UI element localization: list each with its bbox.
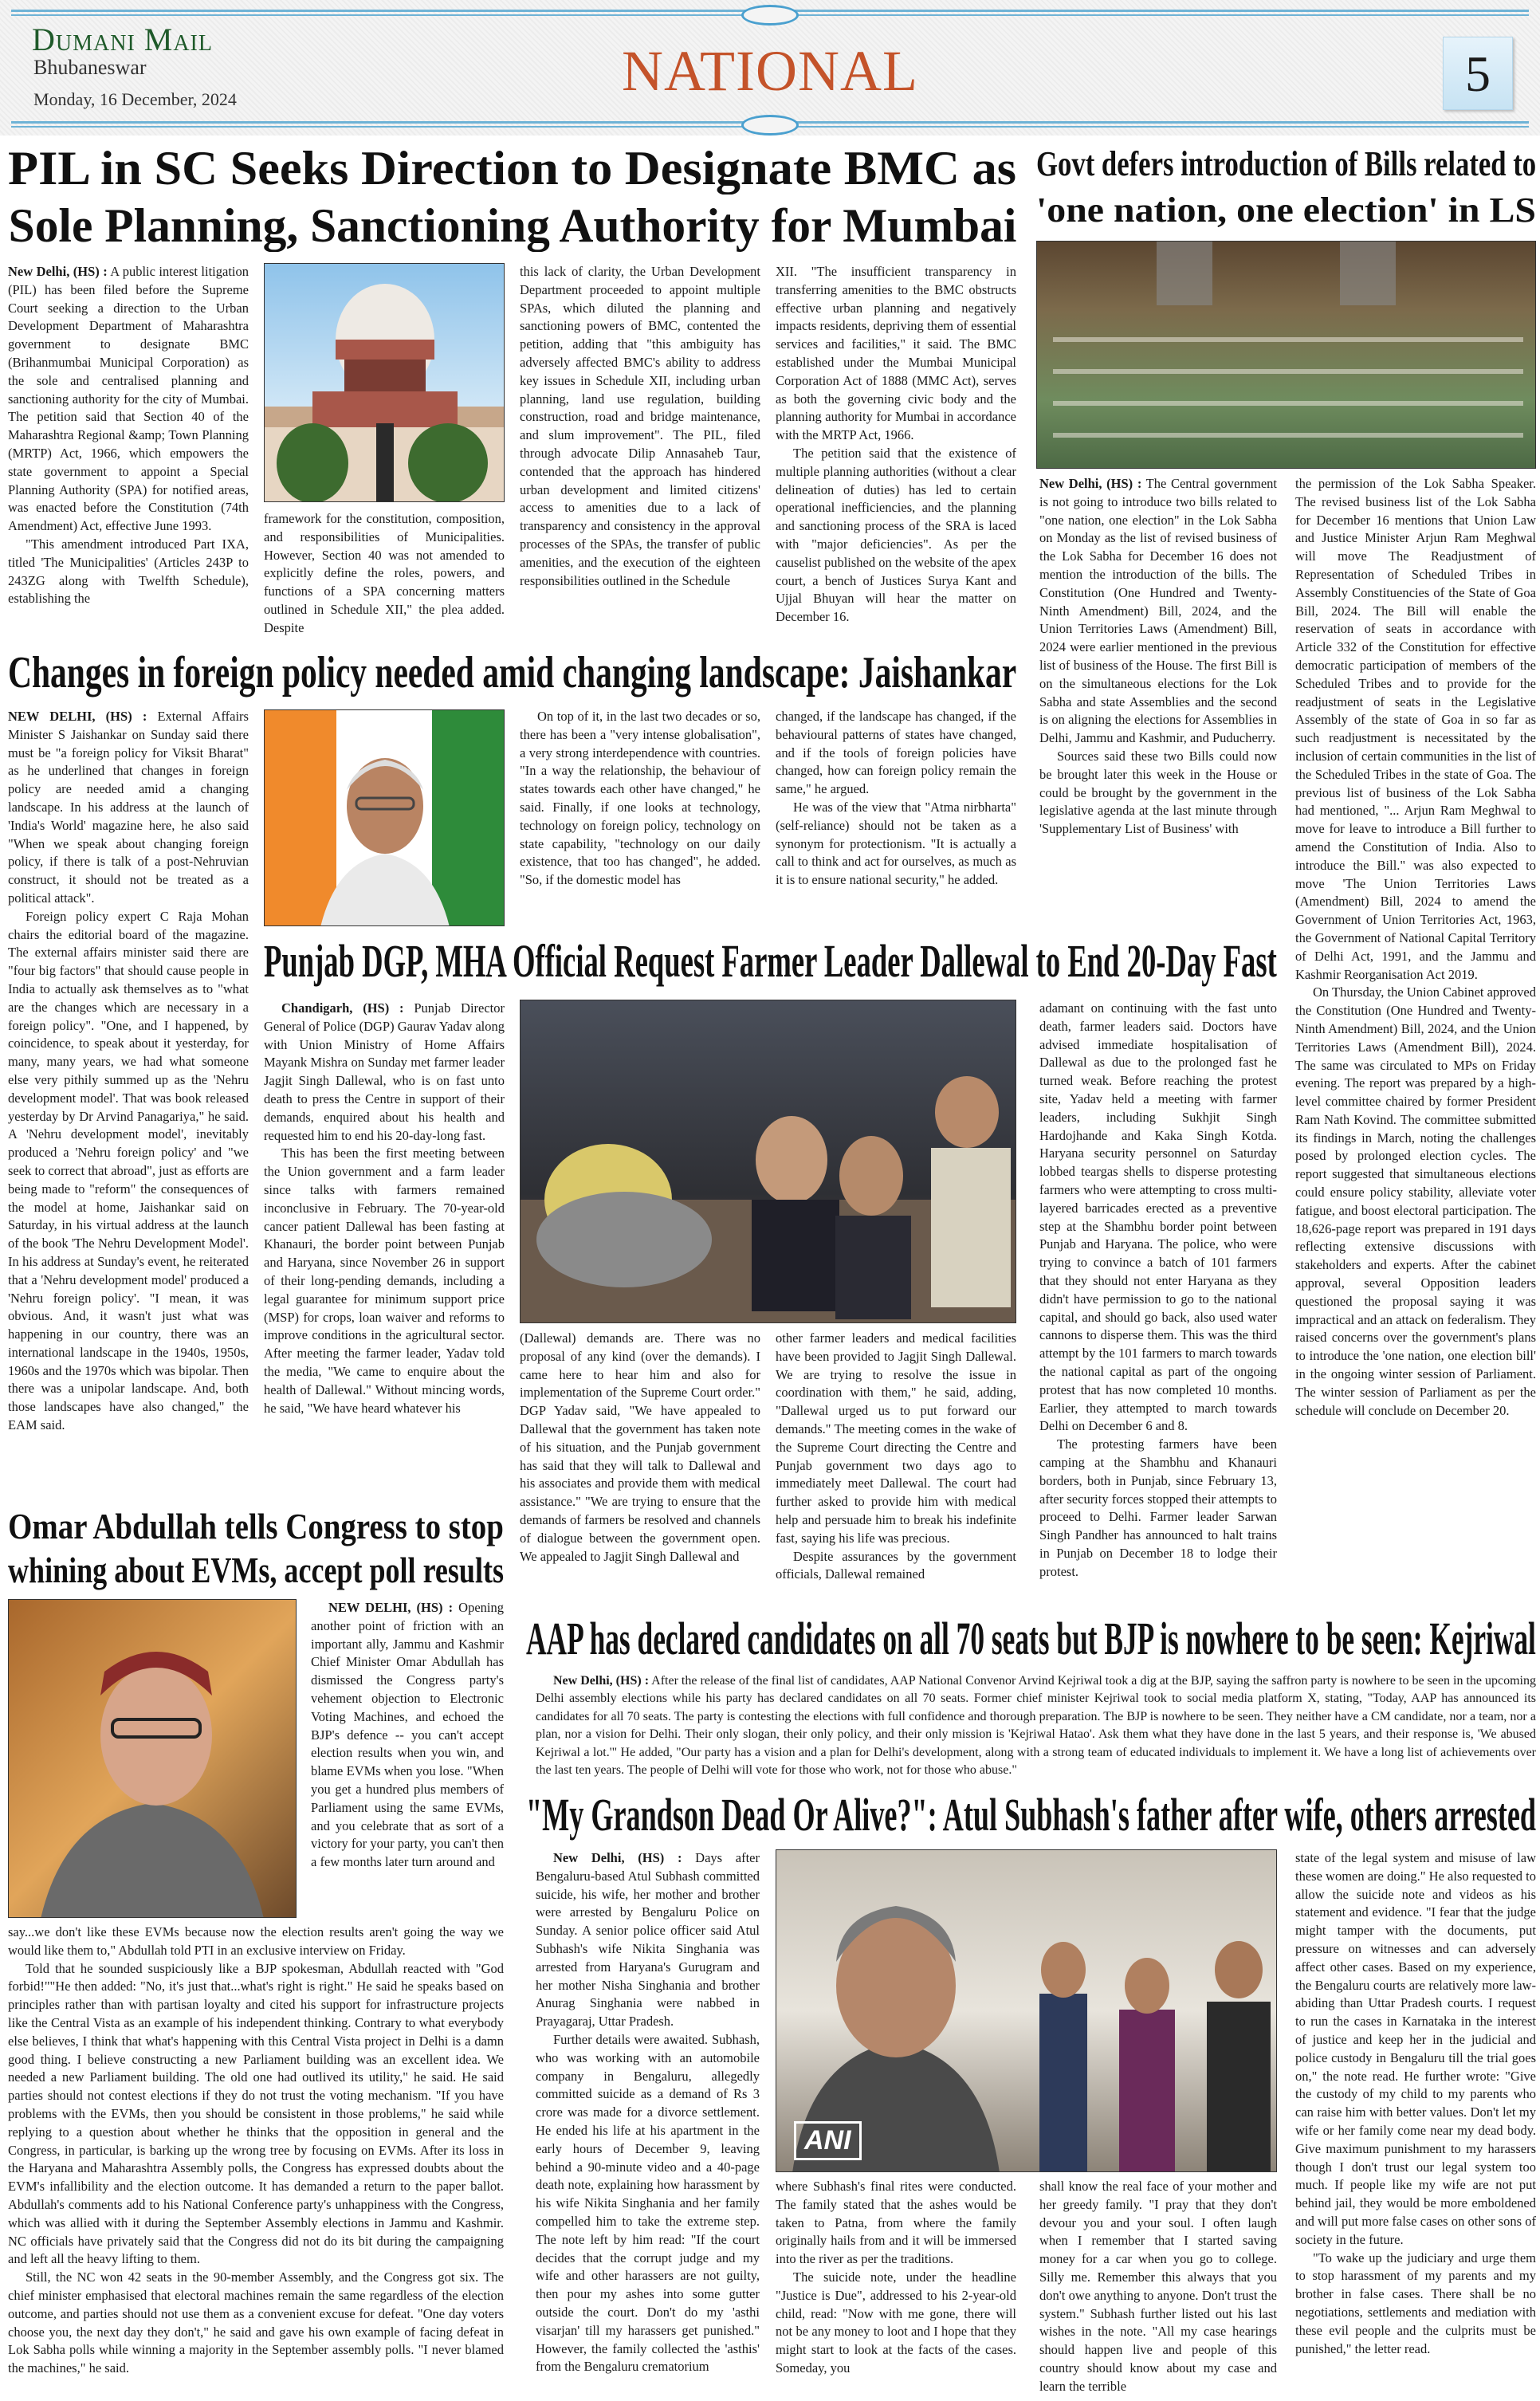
dateline: NEW DELHI, (HS) : xyxy=(328,1600,454,1615)
paragraph: Further details were awaited. Subhash, who was working with an automobile company in Bengaluru, allegedly committed suicide as a demand of Rs 3 crore was made for a divorce settlement. He ended his life at his apartment in the early hours of December 9, leaving behind a 90-minute video and a 40-page death note, explaining how harassment by his wife Nikita Singhania and her family compelled him to take the extreme step. The note left by him read: "If the court decides that the corrupt judge and my wife and other harassers are not guilty, then pour my ashes into some gutter outside the court. Don't do my 'asthi visarjan' till my harassers get punished." However, the family collected the 'asthis' from the Bengaluru crematorium xyxy=(536,2031,760,2375)
paragraph: Still, the NC won 42 seats in the 90-member Assembly, and the Congress got six. The chief minister emphasised that electoral machines remain the same regardless of the election outcome, and parties should not use them as a convenient excuse for defeat. "One day voters choose you, the next day they don't," he said and gave his own example of facing defeat in Lok Sabha polls while winning a majority in the September assembly polls. "I never blamed the machines," he said. xyxy=(8,2269,504,2376)
paragraph: "This amendment introduced Part IXA, titled 'The Municipalities' (Articles 243P to 243ZG along with Twelfth Schedule), establishing the xyxy=(8,536,249,607)
paragraph: "To wake up the judiciary and urge them to stop harassment of my parents and my brother in false cases. There shall be no negotiations, settlements and mediation with these evil people and the culprits must be punished," the letter read. xyxy=(1295,2250,1536,2356)
headline-atul: "My Grandson Dead Or Alive?": Atul Subhash's father after wife, others arrested xyxy=(526,1789,1537,1841)
headline-punjab: Punjab DGP, MHA Official Request Farmer Leader Dallewal to End 20-Day Fast xyxy=(264,935,1277,987)
paragraph: the permission of the Lok Sabha Speaker. The revised business list of the Lok Sabha for December 16 mentions that Union Law and Justice Minister Arjun Ram Meghwal will move The Readjustment of Representation of Scheduled Tribes in Assembly Constituencies of the State of Goa Bill, 2024. The Bill will enable the reservation of seats in accordance with Article 332 of the Constitution for effective democratic participation of members of the Scheduled Tribes and to provide for the readjustment of seats in the Legislative Assembly of the state of Goa in so far as such readjustment is necessitated by the inclusion of certain communities in the list of the Scheduled Tribes in the state of Goa. The previous list of business of the Lok Sabha had mentioned, "... Arjun Ram Meghwal to move for leave to introduce a Bill further to amend the Constitution of India. Also to introduce the Bill." was also expected to move 'The Union Territories Laws (Amendment) Bill, 2024 to amend the Government of Union Territories Act, 1963, the Government of National Capital Territory of Delhi Act, 1991, and the Jammu and Kashmir Reorganisation Act 2019. xyxy=(1295,476,1536,982)
paragraph: this lack of clarity, the Urban Development Department proceeded to appoint multiple SPAs, which diluted the planning and sanctioning powers of BMC, contented the petition, adding that "this ambiguity has adversely affected BMC's ability to address key issues in Schedule XII, including urban planning, land use regulation, building construction, road and bridge maintenance, and slum improvement". The PIL, filed through advocate Dilip Annasaheb Taur, contended that the approach has hindered urban development and limited citizens' access to amenities due to a lack of transparency and consistency in the approval processes of the SPAs, the transfer of public amenities, and the execution of the eighteen responsibilities outlined in the Schedule xyxy=(520,264,760,588)
paragraph: changed, if the landscape has changed, if the behavioural patterns of states have changed, and if the tools of foreign policies have changed, how can foreign policy remain the same," he argued. xyxy=(776,709,1016,797)
ornament-icon xyxy=(741,115,799,136)
headline-omar: Omar Abdullah tells Congress to stop xyxy=(8,1506,504,1546)
omar-abdullah-photo xyxy=(8,1599,297,1918)
paragraph: Opening another point of friction with an important ally, Jammu and Kashmir Chief Minister Omar Abdullah has dismissed the Congress party's vehement objection to Electronic Voting Machines, and echoed the BJP's defence -- you can't accept election results when you win, and blame EVMs when you lose. "When you get a hundred plus members of Parliament using the same EVMs, and you celebrate that as sort of a victory for your party, you can't then a few months later turn around and xyxy=(311,1600,504,1870)
paragraph: On top of it, in the last two decades or so, there has been a "very intense globalisation", a very strong interdependence with countries. "In a way the relationship, the behaviour of states towards each other have changed," he said. Finally, if one looks at technology, technology on foreign policy, technology on state capability, "technology on our daily existence, that too has changed", he added. "So, if the domestic model has xyxy=(520,709,760,888)
dateline: Chandigarh, (HS) : xyxy=(281,1000,404,1016)
edition-city: Bhubaneswar xyxy=(33,56,147,79)
page-number: 5 xyxy=(1443,37,1513,110)
paragraph: The protesting farmers have been camping at the Shambhu and Khanauri borders, both in Punjab, since February 13, after security forces stopped their attempts to proceed to Delhi. Farmer leader Sarwan Singh Pandher has announced to halt trains in Punjab on December 18 to lodge their protest. xyxy=(1039,1436,1277,1579)
dateline: New Delhi, (HS) : xyxy=(8,264,108,279)
headline-onoe: Govt defers introduction of Bills related to xyxy=(1036,144,1537,183)
atul-father-photo xyxy=(776,1849,1277,2172)
section-title: NATIONAL xyxy=(622,39,918,103)
article-omar-col1 xyxy=(311,1599,504,1923)
paragraph: This has been the first meeting between the Union government and a farm leader since talks with farmers remained inconclusive in February. The 70-year-old cancer patient Dallewal has been fasting at Khanauri, the border point between Punjab and Haryana, since November 26 in support of their long-pending demands, including a legal guarantee for minimum support price (MSP) for crops, loan waiver and reforms to improve conditions in the agricultural sector. After meeting the farmer leader, Yadav told the media, "We came to enquire about the health of Dallewal." Without mincing words, he said, "We have heard whatever his xyxy=(264,1145,505,1416)
paragraph: say...we don't like these EVMs because now the election results aren't going the way we would like them to," Abdullah told PTI in an exclusive interview on Friday. xyxy=(8,1924,504,1958)
supreme-court-photo xyxy=(264,263,505,502)
paragraph: adamant on continuing with the fast unto death, farmer leaders said. Doctors have advised immediate hospitalisation of Dallewal as due to the prolonged fast he turned weak. Before reaching the protest site, Yadav held a meeting with farmer leaders, including Sukhjit Singh Hardojhande and Kaka Singh Kotda. Haryana security personnel on Saturday lobbed teargas shells to disperse protesting farmers who were attempting to cross multi-layered barricades erected as a preventive step at the Shambhu border point between Punjab and Haryana. The police, who were trying to convince a batch of 101 farmers that they should not enter Haryana as they didn't have permission to go to the national capital, and should go back, also used water cannons to disperse them. This was the third attempt by the 101 farmers to march towards the national capital as part of the ongoing protest that has now completed 10 months. Earlier, they attempted to march towards Delhi on December 6 and 8. xyxy=(1039,1000,1277,1434)
article-jaishankar-col3 xyxy=(520,708,760,928)
article-pil-col3 xyxy=(520,263,760,646)
article-jaishankar-col1 xyxy=(8,708,249,1495)
ornament-icon xyxy=(741,5,799,26)
article-onoe-col2 xyxy=(1295,475,1536,1607)
paragraph: The Central government is not going to introduce two bills related to "one nation, one election" in the Lok Sabha on Monday as the list of revised business of the Lok Sabha for December 16 does not mention the introduction of the bills. The Constitution (One Hundred and Twenty-Ninth Amendment) Bill, 2024, and the Union Territories Laws (Amendment) Bill, 2024 were earlier mentioned in the previous list of business of the House. The first Bill is on the simultaneous elections for the Lok Sabha and state Assemblies and the second is on aligning the elections for Assemblies in Delhi, Jammu and Kashmir, and Puducherry. xyxy=(1039,476,1277,746)
headline-jaishankar: Changes in foreign policy needed amid changing landscape: Jaishankar xyxy=(8,648,1017,698)
paragraph: state of the legal system and misuse of law these women are doing." He also requested to allow the suicide note and videos as his statement and evidence. "I fear that the judge might tamper with the documents, put pressure on witnesses and can adversely affect other cases. Based on my experience, the Bengaluru courts are relatively more law-abiding than Uttar Pradesh courts. I request to run the cases in Karnataka in the interest of justice and keep her in the judicial and police custody in Bengaluru till the trial goes on," the note read. He further wrote: "Give the custody of my child to my parents who can raise him with better values. Don't let my wife or her family come near my dead body. Give maximum punishment to my harassers though I don't trust our legal system too much. If people like my wife are not put behind jail, they would be more emboldened and will put more false cases on other sons of society in the future. xyxy=(1295,1850,1536,2247)
paragraph: other farmer leaders and medical facilities have been provided to Jagjit Singh Dallewal. We are trying to resolve the issue in coordination with them," he said, adding, "Dallewal urged us to put forward our demands." The meeting comes in the wake of the Supreme Court directing the Centre and Punjab government two days ago to immediately meet Dallewal. The court had further asked to provide him with medical help and persuade him to break his indefinite fast, saying his life was precious. xyxy=(776,1330,1016,1546)
edition-date: Monday, 16 December, 2024 xyxy=(33,89,237,109)
paragraph: (Dallewal) demands are. There was no proposal of any kind (over the demands). I came here to hear him and also for implementation of the Supreme Court order." DGP Yadav said, "We have appealed to Dallewal that the government has taken note of his situation, and the Punjab government has said that they will talk to Dallewal and his associates and provide them with medical assistance." "We are trying to ensure that the demands of farmers be resolved and channels of dialogue between the government open. We appealed to Jagjit Singh Dallewal and xyxy=(520,1330,760,1564)
article-punjab-col4 xyxy=(1039,1000,1277,1607)
dateline: NEW DELHI, (HS) : xyxy=(8,709,147,724)
article-pil-col1 xyxy=(8,263,249,646)
jaishankar-photo xyxy=(264,709,505,926)
masthead: Dumani Mail xyxy=(32,22,213,57)
headline-pil: Sole Planning, Sanctioning Authority for Mumbai xyxy=(8,199,1016,252)
paragraph: External Affairs Minister S Jaishankar on Sunday said there must be "a foreign policy for Viksit Bharat" as he underlined that changes in foreign policy are needed amid a changing landscape. In his address at the launch of 'India's World' magazine here, he also said "When we speak about changing foreign policy, if there is talk of a post-Nehruvian construct, it should not be treated as a political attack". xyxy=(8,709,249,906)
article-omar-col2 xyxy=(8,1924,504,2398)
paragraph: XII. "The insufficient transparency in transferring amenities to the BMC obstructs effective urban planning and negatively impacts residents, depriving them of essential services and facilities," it said. The BMC established under the Mumbai Municipal Corporation Act of 1888 (MMC Act), serves as both the governing civic body and the planning authority for Mumbai in accordance with the MRTP Act, 1966. xyxy=(776,264,1016,443)
dateline: New Delhi, (HS) : xyxy=(1039,476,1142,491)
article-onoe-col1 xyxy=(1039,475,1277,990)
paragraph: He was of the view that "Atma nirbharta" (self-reliance) should not be taken as a synonym for protectionism. "It is actually a call to think and act for ourselves, as much as it is to ensure national security," he added. xyxy=(776,799,1016,888)
paragraph: Punjab Director General of Police (DGP) Gaurav Yadav along with Union Ministry of Home Affairs Mayank Mishra on Sunday met farmer leader Jagjit Singh Dallewal, who is on fast unto death to press the Centre in support of their demands, enquired about his health and requested him to end his 20-day-long fast. xyxy=(264,1000,505,1143)
paragraph: Despite assurances by the government officials, Dallewal remained xyxy=(776,1548,1016,1582)
paragraph: Foreign policy expert C Raja Mohan chairs the editorial board of the magazine. The external affairs minister said there are "four big factors" that should cause people in India to actually ask themselves as to "what are the changes which are necessary in a foreign policy". "One, and I happened, by coincidence, to speak about it yesterday, for many, many years, we had what someone else very pithily summed up as the 'Nehru development model'. That was book released yesterday by Dr Arvind Panagariya," he said. A 'Nehru development model', inevitably produced a 'Nehru foreign policy' and "we seek to correct that abroad", just as efforts are being made to "reform" the consequences of the model at home, Jaishankar said on Saturday, in his virtual address at the launch of the book 'The Nehru Development Model'. In his address at Sunday's event, he reiterated that a 'Nehru development model' produced a 'Nehru foreign policy'. "I mean, it was obvious. And, it wasn't just what was happening in our country, there was an international landscape in the 1940s, 1950s, 1960s and the 1970s which was bipolar. Then there was a unipolar landscape. And, both those landscapes have also changed," the EAM said. xyxy=(8,908,249,1433)
article-jaishankar-col4 xyxy=(776,708,1016,928)
article-atul-col2 xyxy=(776,2178,1016,2398)
dallewal-meeting-photo xyxy=(520,1000,1016,1323)
article-aap xyxy=(536,1672,1536,1786)
article-atul-col1 xyxy=(536,1849,760,2398)
article-pil-col4 xyxy=(776,263,1016,646)
paragraph: Days after Bengaluru-based Atul Subhash committed suicide, his wife, her mother and brother were arrested by Bengaluru Police on Sunday. A senior police officer said Atul Subhash's wife Nikita Singhania was arrested from Haryana's Gurugram and her mother Nisha Singhania and brother Anurag Singhania were nabbed in Prayagaraj, Uttar Pradesh. xyxy=(536,1850,760,2030)
article-punjab-col2 xyxy=(520,1330,760,1607)
paragraph: On Thursday, the Union Cabinet approved the Constitution (One Hundred and Twenty-Ninth Amendment) Bill, 2024, and the Union Territories Laws (Amendment Bill), 2024. The same was circulated to MPs on Friday evening. The report was prepared by a high-level committee chaired by former President Ram Nath Kovind. The committee submitted its findings in March, noting the challenges posed by prolonged election cycles. The report suggested that simultaneous elections could ensure policy stability, alleviate voter fatigue, and boost electoral participation. The 18,626-page report was prepared in 191 days reflecting extensive discussions with stakeholders and experts. After the cabinet approval, several Opposition leaders questioned the proposal saying it was impractical and an attack on federalism. They raised concerns over the government's plans to introduce the 'one nation, one election bill' in the ongoing winter session of Parliament. The winter session of Parliament as per the schedule will conclude on December 20. xyxy=(1295,984,1536,1418)
paragraph: framework for the constitution, composition, and responsibilities of Municipalities. However, Section 40 was not amended to explicitly define the roles, powers, and functions of a SPA concerning matters outlined in Schedule XII," the plea added. Despite xyxy=(264,511,505,635)
paragraph: Sources said these two Bills could now be brought later this week in the House or could be brought by the government in the legislative agenda at the last minute through 'Supplementary List of Business' with xyxy=(1039,748,1277,837)
headline-pil: PIL in SC Seeks Direction to Designate BMC as xyxy=(8,142,1016,195)
headline-aap: AAP has declared candidates on all 70 seats but BJP is nowhere to be seen: Kejriwal xyxy=(526,1613,1536,1664)
article-atul-col3 xyxy=(1039,2178,1277,2398)
headline-omar: whining about EVMs, accept poll results xyxy=(8,1550,505,1590)
page-header xyxy=(0,0,1540,136)
paragraph: A public interest litigation (PIL) has been filed before the Supreme Court seeking a direction to the Urban Development Department of Maharashtra government to designate BMC (Brihanmumbai Municipal Corporation) as the sole and centralised planning and sanctioning authority for the city of Mumbai. The petition said that Section 40 of the Maharashtra Regional &amp; Town Planning (MRTP) Act, 1966, which empowers the state government to appoint a Special Planning Authority (SPA) for notified areas, was enacted before the Constitution (74th Amendment) Act, effective June 1993. xyxy=(8,264,249,534)
paragraph: After the release of the final list of candidates, AAP National Convenor Arvind Kejriwal took a dig at the BJP, saying the saffron party is nowhere to be seen in the upcoming Delhi assembly elections while his party has declared candidates on all 70 seats. Former chief minister Kejriwal took to social media platform X, stating, "Today, AAP has announced its candidates for all 70 seats. The party is contesting the elections with full confidence and thorough preparation. The BJP is nowhere to be seen. They neither have a CM candidate, nor a team, nor a plan, nor a vision for Delhi. Their only slogan, their only policy, and their only mission is 'Kejriwal Hatao'. Ask them what they have done in the last 5 years, and their response is, 'We abused Kejriwal a lot.'" He added, "Our party has a vision and a plan for Delhi's development, along with a strong team of educated individuals to implement it. We have a long list of achievements over the last ten years. The people of Delhi will vote for those who work, not for those who abuse." xyxy=(536,1674,1536,1778)
paragraph: Told that he sounded suspiciously like a BJP spokesman, Abdullah reacted with "God forbid!""He then added: "No, it's just that...what's right is right." He said he speaks based on principles rather than with partisan loyalty and cited his support for infrastructure projects like the Central Vista as an example of his independent thinking. Contrary to what everybody else believes, I think that what's happening with this Central Vista project in Delhi is a damn good thing. I believe constructing a new Parliament building was an excellent idea. We needed a new Parliament building. The old one had outlived its utility," he said. He said parties should not contest elections if they do not trust the voting mechanism. "If you have problems with the EVMs, then you should be consistent in those problems," he said while replying to a question about whether he thinks that the opposition in general and the Congress, in particular, is barking up the wrong tree by focusing on EVMs. After its loss in the Haryana and Maharashtra Assembly polls, the Congress has expressed doubts about the EVM's infallibility and the election outcome. It has demanded a return to the paper ballot. Abdullah's comments add to his National Conference party's unhappiness with the Congress, which was allied with it during the September Assembly elections in Jammu and Kashmir. NC officials have privately said that the Congress did not do its bit during the campaigning and left all the heavy lifting to them. xyxy=(8,1960,504,2267)
paragraph: The suicide note, under the headline "Justice is Due", addressed to his 2-year-old child, read: "Now with me gone, there will not be any money to loot and I hope that they might start to look at the facts of the cases. Someday, you xyxy=(776,2269,1016,2375)
article-atul-col4 xyxy=(1295,1849,1536,2398)
lok-sabha-photo xyxy=(1036,241,1536,469)
dateline: New Delhi, (HS) : xyxy=(553,1850,682,1865)
paragraph: where Subhash's final rites were conducted. The family stated that the ashes would be taken to Patna, from where the family originally hails from and it will be immersed into the river as per the traditions. xyxy=(776,2179,1016,2267)
dateline: New Delhi, (HS) : xyxy=(553,1674,650,1688)
headline-onoe: 'one nation, one election' in LS xyxy=(1036,191,1536,230)
article-pil-col2 xyxy=(264,510,505,646)
paragraph: shall know the real face of your mother and her greedy family. "I pray that they don't devour you and your soul. I often laugh when I remember that I started saving money for a car when you go to college. Silly me. Remember this always that you don't owe anything to anyone. Don't trust the system." Subhash further listed out his last wishes in the note. "All my case hearings should happen live and people of this country should know about my case and learn the terrible xyxy=(1039,2179,1277,2394)
ani-logo: ANI xyxy=(794,2121,862,2160)
paragraph: The petition said that the existence of multiple planning authorities (without a clear delineation of duties) has led to certain operational inefficiencies, and the planning and sanctioning process of the SRA is laced with "major deficiencies". As per the causelist published on the website of the apex court, a bench of Justices Surya Kant and Ujjal Bhuyan will hear the matter on December 16. xyxy=(776,445,1016,625)
article-punjab-col3 xyxy=(776,1330,1016,1607)
article-punjab-col1 xyxy=(264,1000,505,1497)
